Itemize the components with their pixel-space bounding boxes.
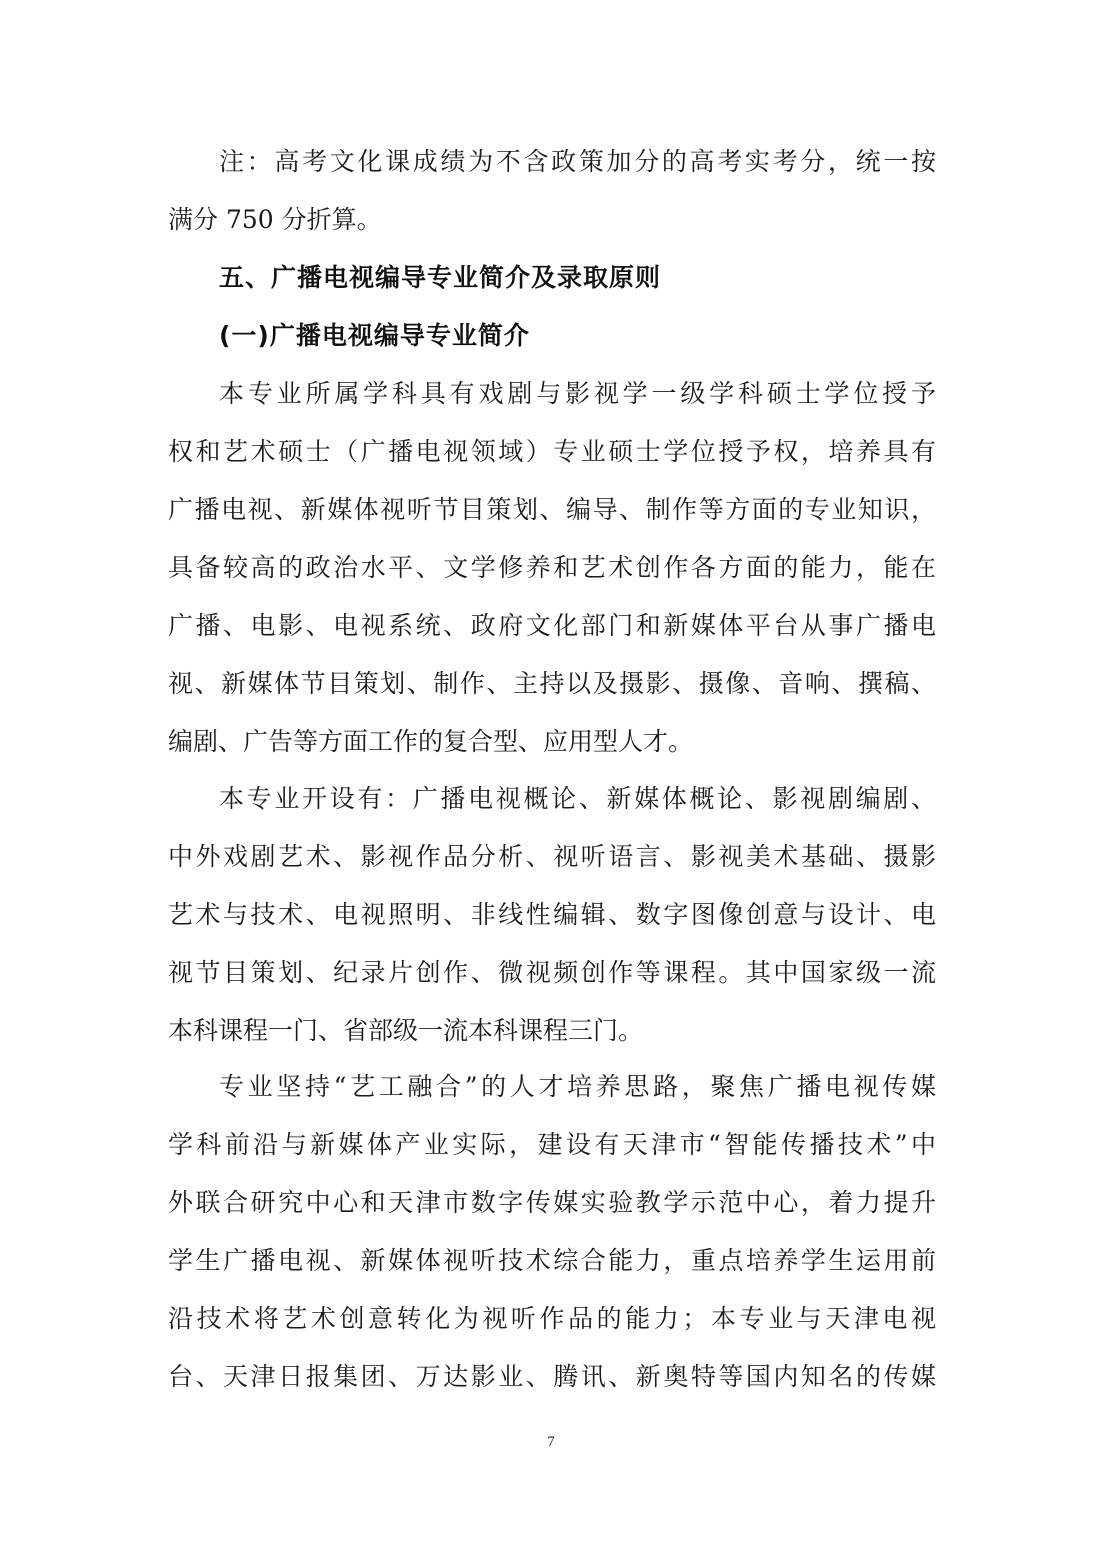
- paragraph-3-line: 专业坚持“艺工融合”的人才培养思路，聚焦广播电视传媒: [219, 1072, 936, 1101]
- section-heading: 五、广播电视编导专业简介及录取原则: [219, 263, 662, 292]
- paragraph-1-line: 具备较高的政治水平、文学修养和艺术创作各方面的能力，能在: [168, 553, 936, 582]
- page-number: 7: [547, 1434, 555, 1450]
- paragraph-3-line: 外联合研究中心和天津市数字传媒实验教学示范中心，着力提升: [168, 1188, 936, 1217]
- paragraph-1-line: 权和艺术硕士（广播电视领域）专业硕士学位授予权，培养具有: [168, 437, 936, 466]
- paragraph-3-line: 沿技术将艺术创意转化为视听作品的能力；本专业与天津电视: [168, 1304, 936, 1333]
- paragraph-2-line: 视节目策划、纪录片创作、微视频创作等课程。其中国家级一流: [168, 958, 936, 987]
- paragraph-2-line: 艺术与技术、电视照明、非线性编辑、数字图像创意与设计、电: [168, 900, 936, 929]
- paragraph-2-line: 中外戏剧艺术、影视作品分析、视听语言、影视美术基础、摄影: [168, 842, 936, 871]
- paragraph-3-line: 学生广播电视、新媒体视听技术综合能力，重点培养学生运用前: [168, 1246, 936, 1275]
- paragraph-3-line: 学科前沿与新媒体产业实际，建设有天津市“智能传播技术”中: [168, 1130, 936, 1159]
- paragraph-2-line: 本专业开设有：广播电视概论、新媒体概论、影视剧编剧、: [219, 784, 936, 813]
- paragraph-3-line: 台、天津日报集团、万达影业、腾讯、新奥特等国内知名的传媒: [168, 1362, 936, 1391]
- note-line-2: 满分 750 分折算。: [168, 205, 382, 234]
- paragraph-1-line: 视、新媒体节目策划、制作、主持以及摄影、摄像、音响、撰稿、: [168, 669, 936, 698]
- paragraph-1-line: 本专业所属学科具有戏剧与影视学一级学科硕士学位授予: [219, 379, 936, 408]
- note-line-1: 注：高考文化课成绩为不含政策加分的高考实考分，统一按: [219, 147, 936, 176]
- subsection-heading: (一)广播电视编导专业简介: [219, 321, 530, 350]
- paragraph-1-line: 广播电视、新媒体视听节目策划、编导、制作等方面的专业知识，: [168, 495, 936, 524]
- paragraph-1-line: 广播、电影、电视系统、政府文化部门和新媒体平台从事广播电: [168, 611, 936, 640]
- paragraph-1-line: 编剧、广告等方面工作的复合型、应用型人才。: [168, 727, 694, 756]
- paragraph-2-line: 本科课程一门、省部级一流本科课程三门。: [168, 1016, 644, 1045]
